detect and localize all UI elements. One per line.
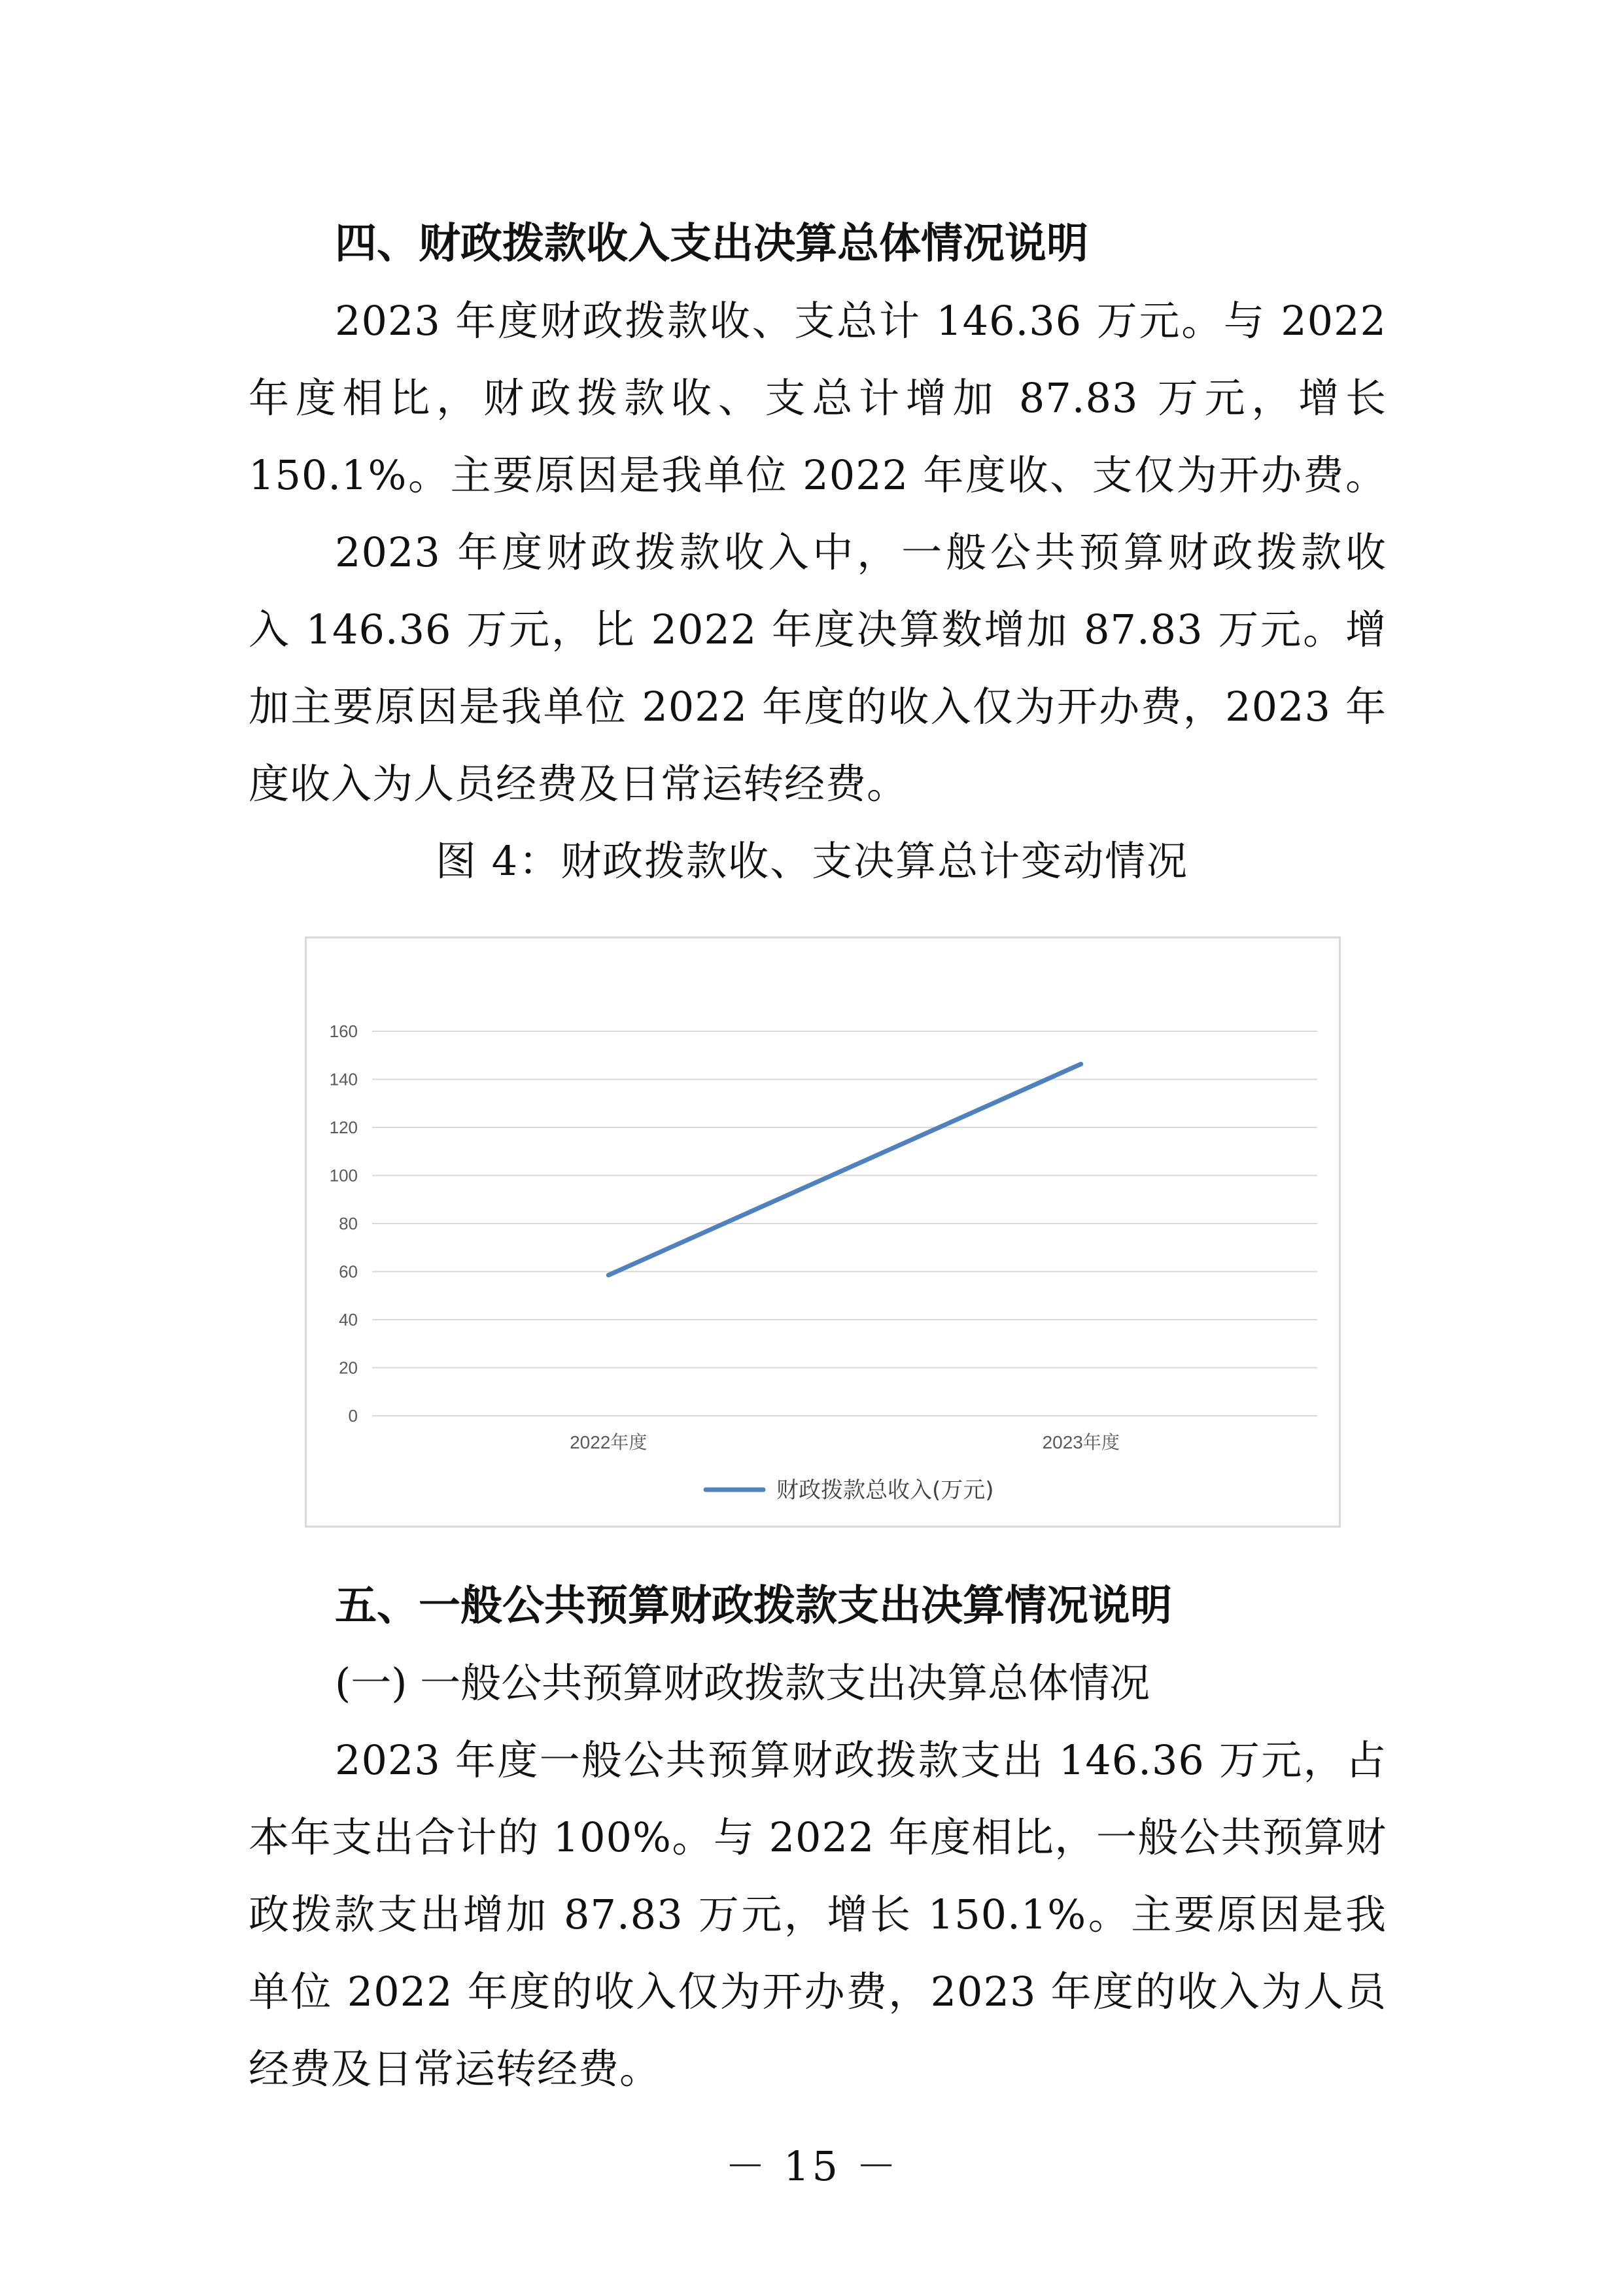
series-line: [608, 1064, 1081, 1275]
section-5-subheading: (一) 一般公共预算财政拨款支出决算总体情况: [335, 1659, 1150, 1707]
y-tick-label: 60: [339, 1261, 358, 1282]
paragraph-line: 单位 2022 年度的收入仅为开办费，2023 年度的收入为人员: [249, 1968, 1387, 2015]
paragraph-line: 2023 年度财政拨款收入中，一般公共预算财政拨款收: [335, 528, 1387, 576]
y-tick-label: 40: [339, 1310, 358, 1329]
paragraph-line: 入 146.36 万元，比 2022 年度决算数增加 87.83 万元。增: [249, 606, 1387, 653]
chart-svg: [307, 938, 1339, 1526]
paragraph-line: 政拨款支出增加 87.83 万元，增长 150.1%。主要原因是我: [249, 1891, 1387, 1938]
y-tick-label: 160: [329, 1021, 358, 1041]
line-chart: [305, 936, 1341, 1528]
x-tick-label: 2023年度: [1042, 1432, 1120, 1452]
y-tick-label: 20: [339, 1358, 358, 1378]
paragraph-line: 加主要原因是我单位 2022 年度的收入仅为开办费，2023 年: [249, 683, 1387, 730]
page-number: － 15 －: [725, 2142, 899, 2190]
paragraph-line: 2023 年度一般公共预算财政拨款支出 146.36 万元，占: [335, 1736, 1387, 1784]
y-tick-label: 80: [339, 1214, 358, 1233]
legend-label: 财政拨款总收入(万元): [776, 1477, 994, 1503]
paragraph-line: 150.1%。主要原因是我单位 2022 年度收、支仅为开办费。: [249, 451, 1387, 499]
paragraph-line: 年度相比，财政拨款收、支总计增加 87.83 万元，增长: [249, 374, 1387, 422]
y-tick-label: 140: [329, 1069, 358, 1089]
paragraph-line: 度收入为人员经费及日常运转经费。: [249, 760, 908, 808]
figure-caption: 图 4：财政拨款收、支决算总计变动情况: [435, 837, 1189, 885]
paragraph-line: 经费及日常运转经费。: [249, 2045, 661, 2093]
x-tick-label: 2022年度: [570, 1432, 648, 1452]
y-tick-label: 0: [348, 1406, 358, 1426]
paragraph-line: 本年支出合计的 100%。与 2022 年度相比，一般公共预算财: [249, 1813, 1387, 1861]
section-5-heading: 五、一般公共预算财政拨款支出决算情况说明: [335, 1582, 1172, 1630]
section-4-heading: 四、财政拨款收入支出决算总体情况说明: [335, 220, 1088, 268]
y-tick-label: 120: [329, 1118, 358, 1137]
y-tick-label: 100: [329, 1165, 358, 1186]
paragraph-line: 2023 年度财政拨款收、支总计 146.36 万元。与 2022: [335, 297, 1387, 345]
